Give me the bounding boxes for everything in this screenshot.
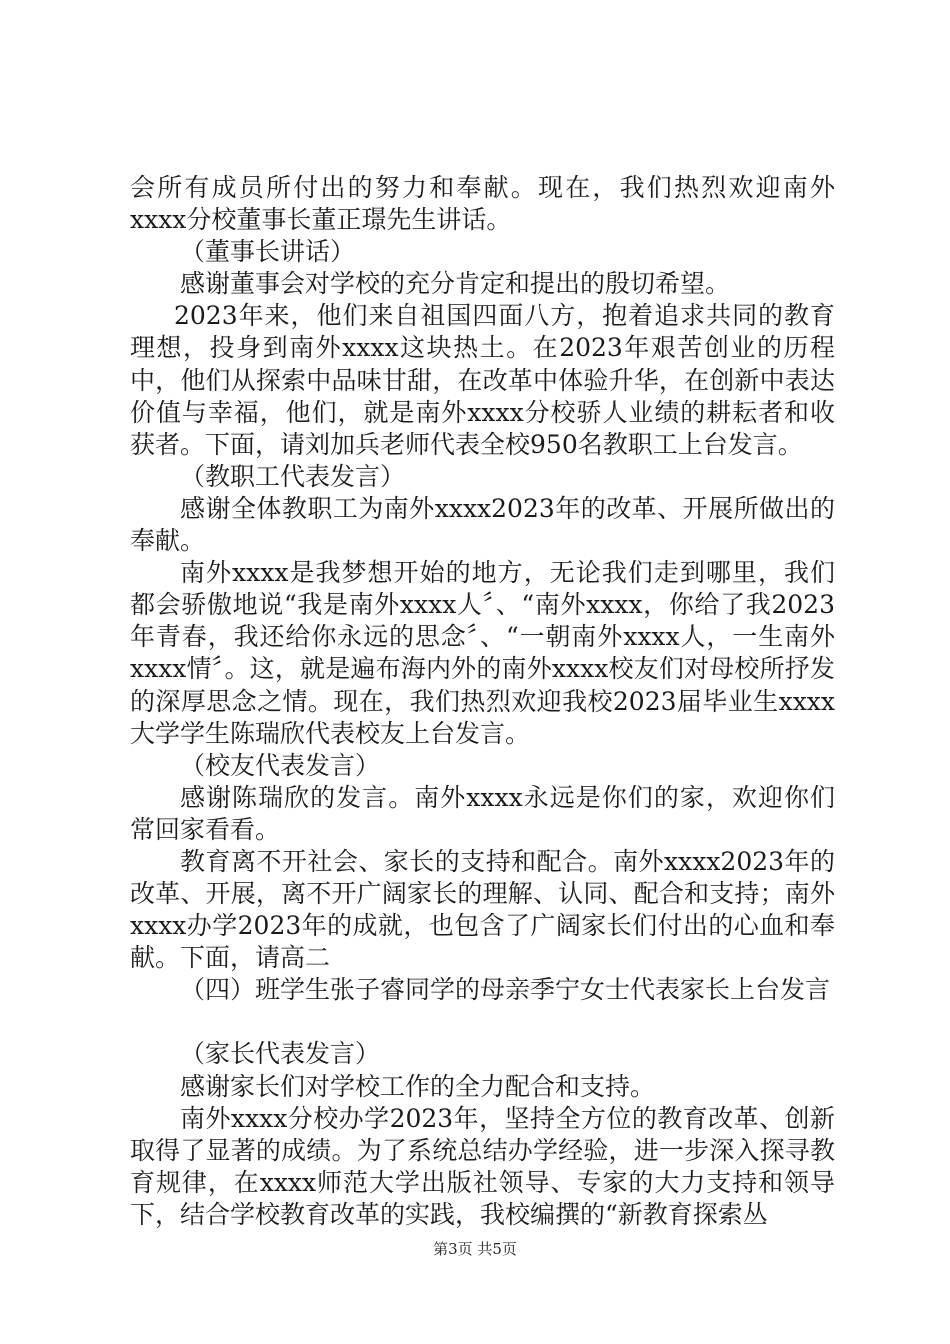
paragraph-13: 感谢家长们对学校工作的全力配合和支持。: [180, 1071, 656, 1101]
document-body: [130, 172, 835, 1231]
paragraph-parent-speech-note: （家长代表发言）: [180, 1039, 381, 1069]
paragraph-3: 感谢董事会对学校的充分肯定和提出的殷切希望。: [180, 269, 731, 299]
paragraph-6: 感谢全体教职工为南外xxxx2023年的改革、开展所做出的奉献。: [130, 493, 835, 556]
paragraph-1: 会所有成员所付出的努力和奉献。现在，我们热烈欢迎南外xxxx分校董事长董正璟先生讲话。: [130, 173, 835, 235]
paragraph-10: 教育离不开社会、家长的支持和配合。南外xxxx2023年的改革、开展，离不开广阔家长的理解、认同、配合和支持；南外xxxx办学2023年的成就，也包含了广阔家长们付出的心血和奉献。下面，请高二: [130, 846, 835, 973]
paragraph-7: 南外xxxx是我梦想开始的地方，无论我们走到哪里，我们都会骄傲地说“我是南外xxxx人〞、“南外xxxx，你给了我2023年青春，我还给你永远的思念〞、“一朝南外xxxx人，一生南外xxxx情〞。这，就是遍布海内外的南外xxxx校友们对母校所抒发的深厚思念之情。现在，我们热烈欢迎我校2023届毕业生xxxx大学学生陈瑞欣代表校友上台发言。: [130, 558, 835, 748]
page-footer: 第3页 共5页: [433, 1240, 517, 1258]
paragraph-chairman-speech-note: （董事长讲话）: [180, 237, 356, 267]
paragraph-4: 2023年来，他们来自祖国四面八方，抱着追求共同的教育理想，投身到南外xxxx这块热土。在2023年艰苦创业的历程中，他们从探索中品味甘甜，在改革中体验升华，在创新中表达价值与幸福，他们，就是南外xxxx分校骄人业绩的耕耘者和收获者。下面，请刘加兵老师代表全校950名教职工上台发言。: [130, 301, 835, 459]
paragraph-9: 感谢陈瑞欣的发言。南外xxxx永远是你们的家，欢迎你们常回家看看。: [130, 782, 835, 844]
paragraph-14: 南外xxxx分校办学2023年，坚持全方位的教育改革、创新取得了显著的成绩。为了系统总结办学经验，进一步深入探寻教育规律，在xxxx师范大学出版社领导、专家的大力支持和领导下，结合学校教育改革的实践，我校编撰的“新教育探索丛: [130, 1103, 835, 1229]
paragraph-alumni-speech-note: （校友代表发言）: [180, 750, 381, 780]
paragraph-11: （四）班学生张子睿同学的母亲季宁女士代表家长上台发言: [180, 975, 831, 1005]
paragraph-staff-speech-note: （教职工代表发言）: [180, 461, 406, 491]
blank-line: [130, 1006, 835, 1038]
